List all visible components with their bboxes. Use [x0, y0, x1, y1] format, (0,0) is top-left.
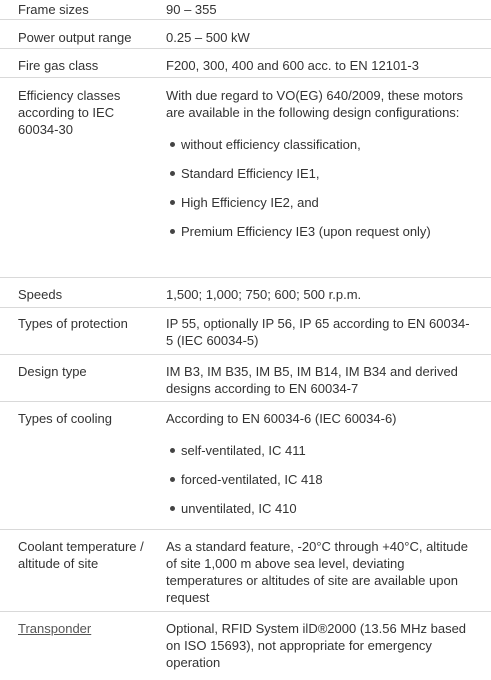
- transponder-link[interactable]: Transponder: [18, 621, 92, 636]
- list-item: self-ventilated, IC 411: [166, 442, 473, 459]
- spec-value: 90 – 355: [166, 2, 217, 17]
- spec-row-coolant-temperature: [0, 530, 491, 612]
- list-item: unventilated, IC 410: [166, 500, 473, 517]
- spec-label: Types of cooling: [18, 411, 112, 426]
- spec-row-power-output: [0, 20, 491, 49]
- spec-value: As a standard feature, -20°C through +40°C, altitude of site 1,000 m above sea level, deviating temperatures or altitudes of site are available upon request: [166, 539, 468, 605]
- spec-label-cell: [0, 620, 148, 679]
- spec-value: IM B3, IM B35, IM B5, IM B14, IM B34 and derived designs according to EN 60034-7: [166, 364, 458, 396]
- spec-value: 1,500; 1,000; 750; 600; 500 r.p.m.: [166, 287, 362, 302]
- spec-row-efficiency-classes: [0, 78, 491, 278]
- spec-label: Fire gas class: [18, 58, 99, 73]
- list-item: forced-ventilated, IC 418: [166, 471, 473, 488]
- spec-label: Efficiency classes according to IEC 60034-30: [18, 88, 121, 137]
- list-item: without efficiency classification,: [166, 136, 473, 153]
- spec-label: Types of protection: [18, 316, 128, 331]
- spec-label: Coolant temperature / altitude of site: [18, 539, 144, 571]
- spec-row-design-type: [0, 355, 491, 402]
- spec-row-fire-gas-class: [0, 49, 491, 78]
- spec-value: F200, 300, 400 and 600 acc. to EN 12101-3: [166, 58, 419, 73]
- list-item: Premium Efficiency IE3 (upon request only): [166, 223, 473, 240]
- spec-value: 0.25 – 500 kW: [166, 30, 250, 45]
- spec-label: Power output range: [18, 30, 132, 45]
- list-item: High Efficiency IE2, and: [166, 194, 473, 211]
- spec-value: According to EN 60034-6 (IEC 60034-6): [166, 411, 397, 426]
- spec-label: Frame sizes: [18, 2, 89, 17]
- spec-label: Design type: [18, 364, 87, 379]
- spec-label: Speeds: [18, 287, 63, 302]
- spec-row-transponder: [0, 612, 491, 679]
- spec-row-types-of-cooling: [0, 402, 491, 530]
- spec-row-types-of-protection: [0, 308, 491, 355]
- spec-row-speeds: [0, 278, 491, 308]
- spec-value: With due regard to VO(EG) 640/2009, these motors are available in the following design configurations:: [166, 88, 463, 120]
- cooling-options-list: [166, 442, 473, 517]
- spec-value: Optional, RFID System ilD®2000 (13.56 MHz based on ISO 15693), not appropriate for emergency operation: [166, 621, 467, 670]
- spec-value: IP 55, optionally IP 56, IP 65 according to EN 60034-5 (IEC 60034-5): [166, 316, 470, 348]
- spec-value-cell: [148, 87, 491, 277]
- efficiency-options-list: [166, 136, 473, 240]
- spec-row-frame-sizes: [0, 0, 491, 20]
- list-item: Standard Efficiency IE1,: [166, 165, 473, 182]
- spec-value-cell: [148, 410, 491, 529]
